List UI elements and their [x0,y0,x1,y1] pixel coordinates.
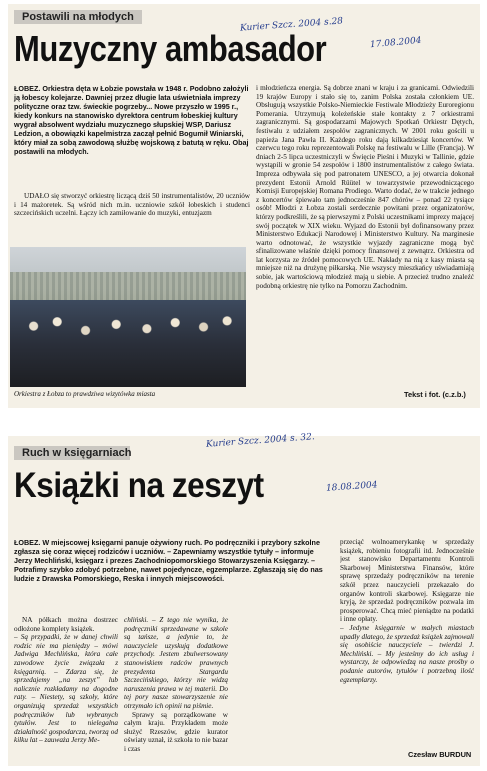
rubric-label: Ruch w księgarniach [22,447,132,459]
column-2-text: Sprawy są porządkowane w całym kraju. Przykładem może służyć Rzeszów, gdzie kurator oświaty uznał, iż szkoła to nie bazar i czas [124,710,228,753]
lead-paragraph: ŁOBEZ. Orkiestra dęta w Łobzie powstała w 1948 r. Podobno założyli ją łobescy kolejarze. Dawniej przez długie lata uświetniała imprezy polityczne oraz tzw. świeckie pogrzeby... Nowe przyszło w 1995 r., kiedy konkurs na stanowisko dyrektora centrum łobeskiej kultury wygrał absolwent wydziału muzycznego słupskiej WSP, Dariusz Ledzion, a obowiązki kapelmistrza zaczął pełnić Bogumił Winiarski, który miał za sobą zawodową służbę wojskową z batutą w ręku. Obaj postawili na młodych. [14,84,249,156]
column-3 [340,538,474,746]
author-signature: Czesław BURDUN [408,750,472,759]
orchestra-photo [10,247,246,387]
body-text-right: i młodzieńcza energia. Są dobrze znani w kraju i za granicami. Odwiedzili 19 krajów Europy i stało się to, zanim Polska została członkiem UE. Obsługują wszystkie Polsko-Niemieckie Festiwale Młodzieży Euroregionu Pomerania. Utrzymują koleżeńskie stałe kontakty z 7 orkiestrami zagranicznymi. Są gospodarzami Majowych Spotkań Orkiestr Dętych, festiwalu z udziałem zespołów zagranicznych. W 2001 roku gościli u papieża Jana Pawła II. Każdego roku dają kilkadziesiąt koncertów. W czerwcu tego roku reprezentowali Polskę na festiwalu w Lille (Francja). W dniach 2-5 lipca uczestniczyli w Święcie Pieśni i Muzyki w Tallinie, gdzie wystąpili w gronie 54 zespołów i 1800 instrumentalistów z całego świata. Impreza odbywała się pod patronatem UNESCO, a jej otwarcia dokonał prezydent Estonii Arnold Rüütel w towarzystwie przewodniczącego Komisji Europejskiej Romana Prodiego. Warto dodać, że w trakcie jednego z koncertów śpiewało tam jednocześnie 847 chórów – ponad 22 tysiące osób! Młodzi z Łobza zostali serdecznie powitani przez organizatorów, którzy podkreślili, że są pierwszymi z Polski uczestnikami imprezy mającej swój początek w XIX wieku. Wyjazd do Estonii był dofinansowany przez Ministerstwo Edukacji Narodowej i Ministerstwo Kultury. Na marginesie warto odnotować, że wszystkie wyjazdy zagraniczne mogą być sfinalizowane właśnie dzięki pomocy finansowej z zewnątrz. Orkiestra od lat korzysta ze źródeł pomocowych UE. Nakłady na nią z kasy miasta są mniejsze niż na drużynę piłkarską. Nie wszyscy mieszkańcy uświadamiają sobie, jak wartościową młodzież mają u siebie. A przecież trudno znaleźć podobną orkiestrę nie tylko na Pomorzu Zachodnim. [256,84,474,290]
handwritten-source-note: Kurier Szcz. 2004 s.28 [239,16,344,34]
column-1-intro: NA półkach można dostrzec odłożone komplety książek. [14,616,118,633]
headline: Książki na zeszyt [14,466,264,505]
column-3-quote: – Jedyne księgarnie w małych miastach upadły dlatego, że sprzedaż książek zajmowali się osobiście nauczyciele – twierdzi J. Mechliński. – My jesteśmy do ich usług i wystarczy, że odpowiedzą na nasze prośby o podanie autorów, tytułów i potrzebną ilość egzemplarzy. [340,623,474,684]
handwritten-date-note: 18.08.2004 [325,480,378,494]
rubric-label: Postawili na młodych [22,11,134,23]
column-3-text: przeciąć wolnoamerykankę w sprzedaży książek, robieniu fotografii itd. Jednocześnie jest stanowisko Departamentu Kontroli Skarbowej Ministerstwa Finansów, które sprawę sprzedaży podręczników na terenie szkół przez nauczycieli przekazało do organów kontroli skarbowej. Księgarze nie kryją, że sprzedaż podręczników pozwala im prosperować. Chcą mieć pieniądze na podatki i inne opłaty. [340,538,474,624]
clipping-ksiazki-na-zeszyt [8,432,480,766]
column-2 [124,616,228,762]
headline: Muzyczny ambasador [14,28,327,69]
column-1-quote: – Są przypadki, że w danej chwili rodzic nie ma pieniędzy – mówi Jadwiga Mechlińska, która całe zawodowe życie związała z księgarnią. – Zdarza się, że sprzedajemy „na zeszyt” lub nalicznie rozkładamy na dogodne raty. – Niestety, są szkoły, które organizują sprzedaż wszystkich podręczników lub wybranych tytułów. Jest to nielegalna działalność gospodarcza, tworzą od kilku lat – zauważa Jerzy Me- [14,633,118,745]
column-2-quote: chliński. – Z tego nie wynika, że podręczniki sprzedawane w szkole są tańsze, a jedynie to, że nauczyciele uzyskują dodatkowe przychody. Jestem zbulwersowany stanowiskiem radców prawnych prezydenta Stargardu Szczecińskiego, którzy nie widzą naruszenia prawa w tej materii. Do tej pory nasze stowarzyszenie nie otrzymało ich opinii na piśmie. [124,616,228,710]
lead-paragraph: ŁOBEZ. W miejscowej księgarni panuje ożywiony ruch. Po podręczniki i przybory szkolne zgłasza się coraz więcej rodziców i uczniów. – Zapewniamy wszystkie tytuły – informuje Jerzy Mechliński, księgarz i prezes Zachodniopomorskiego Stowarzyszenia Księgarzy. – Potrafimy szybko zdobyć potrzebne, nawet pojedyncze, egzemplarze. Zgłaszają się do nas ludzie z Drawska Pomorskiego, Reska i innych miejscowości. [14,538,323,583]
orchestra-group [10,300,246,387]
handwritten-source-note: Kurier Szcz. 2004 s. 32. [205,432,316,450]
author-signature: Tekst i fot. (c.z.b.) [404,390,466,399]
photo-caption: Orkiestra z Łobza to prawdziwa wizytówka miasta [14,390,156,398]
body-text-left: UDAŁO się stworzyć orkiestrę liczącą dziś 50 instrumentalistów, 20 uczniów i 14 mażoretek. Są wśród nich m.in. uczniowie szkół łobeskich i studenci szczecińskich uczelni. Łączy ich zamiłowanie do muzyki, entuzjazm [14,192,250,218]
handwritten-date-note: 17.08.2004 [369,35,422,51]
clipping-muzyczny-ambasador [8,4,480,408]
column-1 [14,616,118,762]
